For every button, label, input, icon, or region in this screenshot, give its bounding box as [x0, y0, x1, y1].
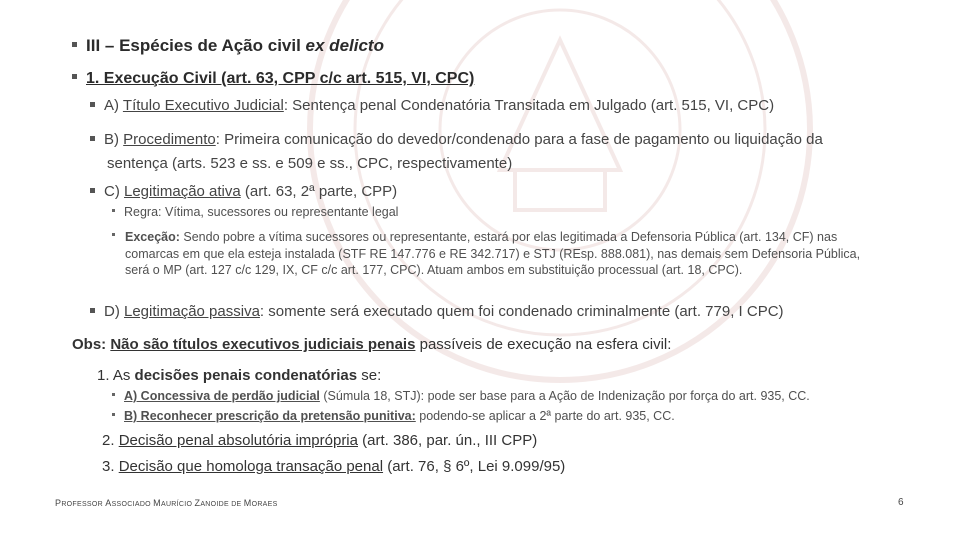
bullet-icon [90, 136, 95, 141]
bullet-icon [72, 74, 77, 79]
bullet-icon [72, 42, 77, 47]
item-d: D) Legitimação passiva: somente será executado quem foi condenado criminalmente (art. 779, I CPC) [90, 303, 784, 320]
obs-item-1-b: B) Reconhecer prescrição da pretensão punitiva: podendo-se aplicar a 2ª parte do art. 935, CC. [112, 409, 675, 423]
slide-heading: III – Espécies de Ação civil ex delicto [72, 36, 384, 56]
bullet-icon [112, 233, 115, 236]
bullet-icon [90, 308, 95, 313]
bullet-icon [112, 413, 115, 416]
obs-item-2: 2. Decisão penal absolutória imprópria (art. 386, par. ún., III CPP) [102, 432, 538, 449]
bullet-icon [112, 393, 115, 396]
item-c-regra: Regra: Vítima, sucessores ou representante legal [112, 205, 398, 219]
page-number: 6 [898, 497, 904, 508]
item-b: B) Procedimento: Primeira comunicação do devedor/condenado para a fase de pagamento ou liquidação da [90, 131, 823, 148]
section-execucao-civil: 1. Execução Civil (art. 63, CPP c/c art. 515, VI, CPC) [72, 70, 474, 88]
item-c: C) Legitimação ativa (art. 63, 2ª parte, CPP) [90, 183, 397, 200]
item-c-excecao [112, 229, 124, 243]
bullet-icon [112, 209, 115, 212]
obs-line: Obs: Não são títulos executivos judiciais penais passíveis de execução na esfera civil: [72, 336, 672, 353]
item-a: A) Título Executivo Judicial: Sentença penal Condenatória Transitada em Julgado (art. 515, VI, CPC) [90, 97, 774, 114]
bullet-icon [90, 188, 95, 193]
obs-item-1-a: A) Concessiva de perdão judicial (Súmula 18, STJ): pode ser base para a Ação de Indenização por força do art. 935, CC. [112, 389, 810, 403]
item-b-continuation: sentença (arts. 523 e ss. e 509 e ss., CPC, respectivamente) [107, 155, 513, 172]
item-c-excecao-text: Exceção: Sendo pobre a vítima sucessores ou representante, estará por elas legitimada a Defensoria Pública (art. 134, CF) nas comarcas em que ela esteja instalada (STF RE 147.776 e RE 342.717) e STJ (REsp. 888.081), nas demais sem Defensoria Pública, será o MP (art. 127 c/c 129, IX, CF c/c art. 177, CPC). Atuam ambos em substituição processual (art. 18, CPC). [125, 230, 861, 277]
footer-author: PROFESSOR ASSOCIADO MAURÍCIO ZANOIDE DE MORAES [55, 498, 278, 508]
obs-item-1: 1. As decisões penais condenatórias se: [97, 367, 382, 384]
bullet-icon [90, 102, 95, 107]
obs-item-3: 3. Decisão que homologa transação penal (art. 76, § 6º, Lei 9.099/95) [102, 458, 566, 475]
